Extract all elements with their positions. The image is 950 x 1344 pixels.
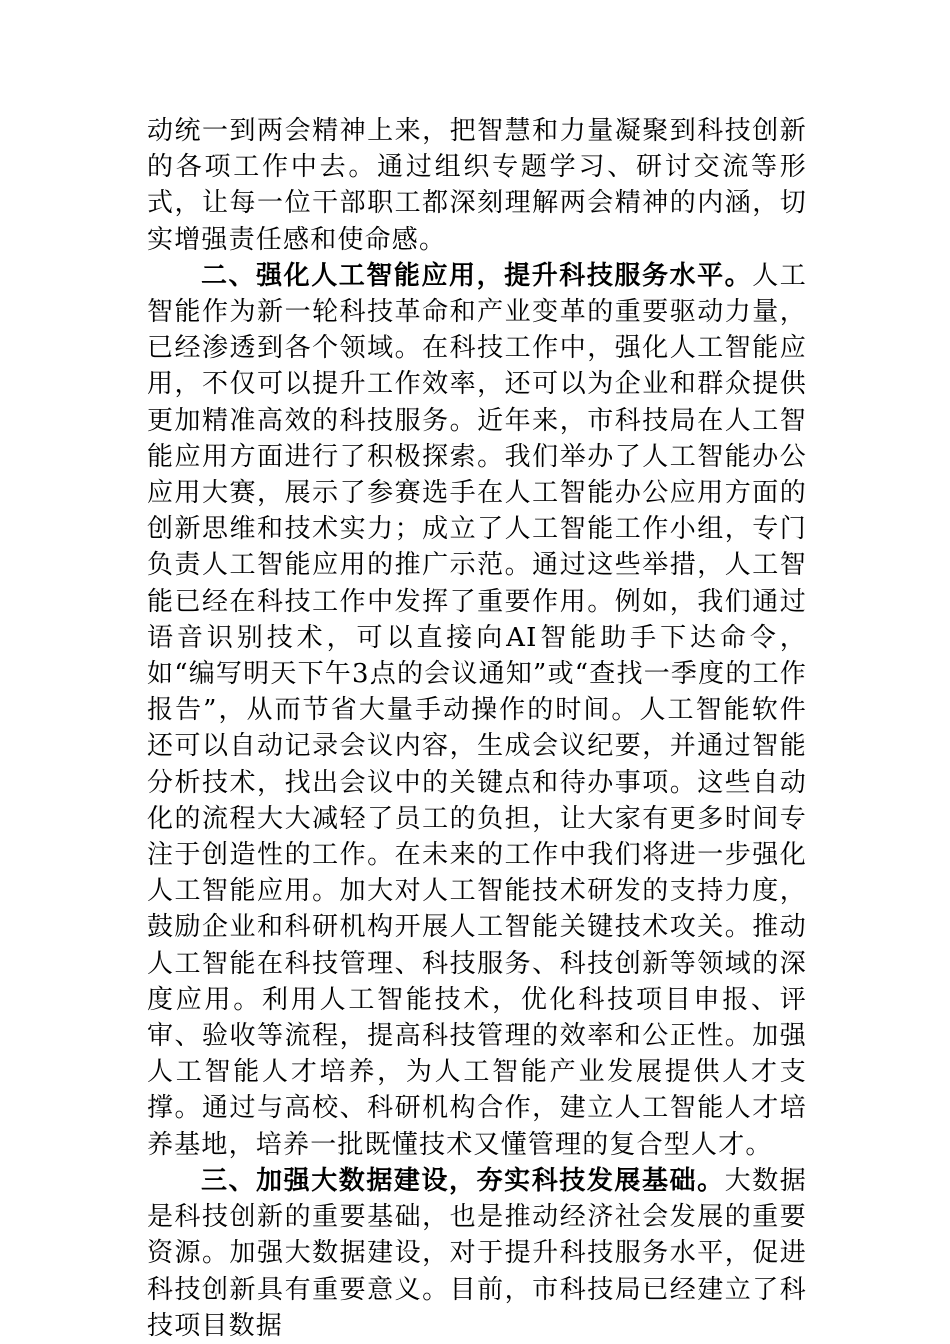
- section-two-heading: 二、强化人工智能应用，提升科技服务水平。: [201, 260, 753, 291]
- paragraph-continuation: [147, 113, 807, 258]
- section-three-heading: 三、加强大数据建设，夯实科技发展基础。: [201, 1165, 725, 1196]
- paragraph-section-two: [147, 258, 807, 1163]
- paragraph-text: 人工智能作为新一轮科技革命和产业变革的重要驱动力量，已经渗透到各个领域。在科技工作中，强化人工智能应用，不仅可以提升工作效率，还可以为企业和群众提供更加精准高效的科技服务。近年来，市科技局在人工智能应用方面进行了积极探索。我们举办了人工智能办公应用大赛，展示了参赛选手在人工智能办公应用方面的创新思维和技术实力；成立了人工智能工作小组，专门负责人工智能应用的推广示范。通过这些举措，人工智能已经在科技工作中发挥了重要作用。例如，我们通过语音识别技术，可以直接向AI智能助手下达命令，如“编写明天下午3点的会议通知”或“查找一季度的工作报告”，从而节省大量手动操作的时间。人工智能软件还可以自动记录会议内容，生成会议纪要，并通过智能分析技术，找出会议中的关键点和待办事项。这些自动化的流程大大减轻了员工的负担，让大家有更多时间专注于创造性的工作。在未来的工作中我们将进一步强化人工智能应用。加大对人工智能技术研发的支持力度，鼓励企业和科研机构开展人工智能关键技术攻关。推动人工智能在科技管理、科技服务、科技创新等领域的深度应用。利用人工智能技术，优化科技项目申报、评审、验收等流程，提高科技管理的效率和公正性。加强人工智能人才培养，为人工智能产业发展提供人才支撑。通过与高校、科研机构合作，建立人工智能人才培养基地，培养一批既懂技术又懂管理的复合型人才。: [147, 260, 807, 1160]
- paragraph-section-three: [147, 1163, 807, 1344]
- document-body: [147, 113, 807, 1344]
- paragraph-text: 动统一到两会精神上来，把智慧和力量凝聚到科技创新的各项工作中去。通过组织专题学习、研讨交流等形式，让每一位干部职工都深刻理解两会精神的内涵，切实增强责任感和使命感。: [147, 116, 807, 255]
- paragraph-text: 大数据是科技创新的重要基础，也是推动经济社会发展的重要资源。加强大数据建设，对于提升科技服务水平，促进科技创新具有重要意义。目前，市科技局已经建立了科技项目数据: [147, 1165, 807, 1341]
